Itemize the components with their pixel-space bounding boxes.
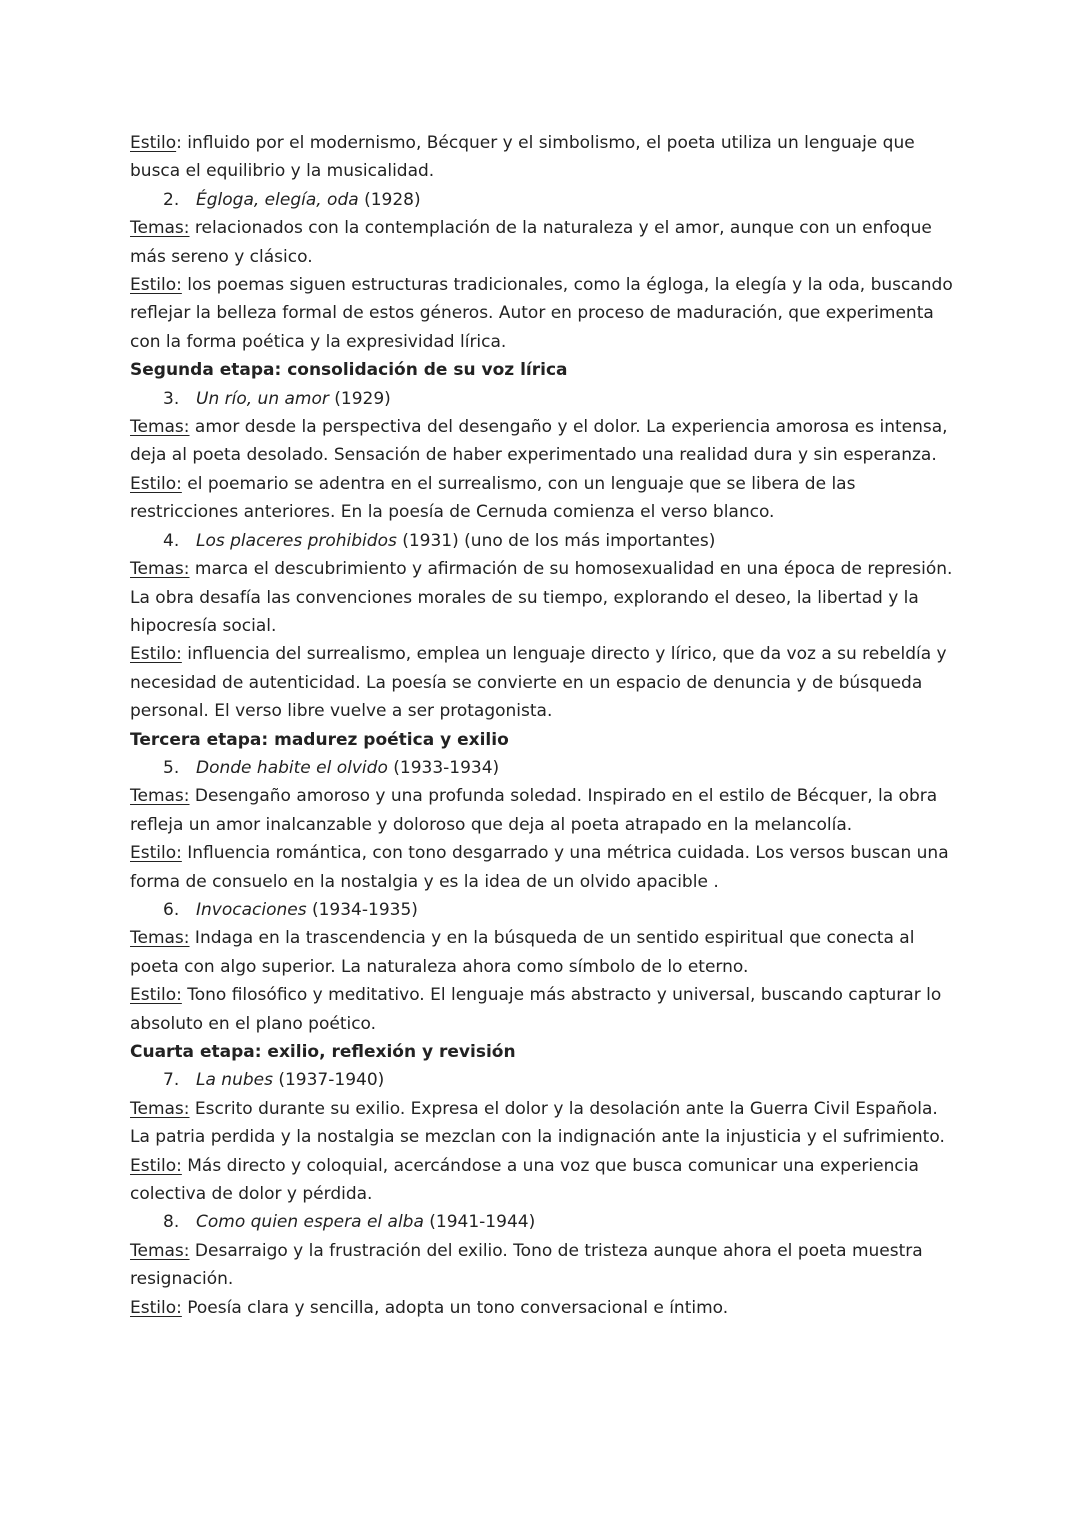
work-number: 4. <box>163 530 180 551</box>
work-title: Como quien espera el alba <box>196 1212 424 1233</box>
paragraph <box>130 924 960 981</box>
paragraph <box>130 839 960 896</box>
paragraph-text: Desengaño amoroso y una profunda soledad. Inspirado en el estilo de Bécquer, la obra refleja un amor inalcanzable y doloroso que deja al poeta atrapado en la melancolía. <box>130 786 938 835</box>
work-number: 6. <box>163 899 180 920</box>
paragraph-label-separator: : <box>176 133 182 153</box>
paragraph-label: Temas: <box>130 417 190 438</box>
section-heading: Cuarta etapa: exilio, reflexión y revisión <box>130 1042 516 1062</box>
work-number: 2. <box>163 189 180 210</box>
work-details: (1931) (uno de los más importantes) <box>396 530 716 551</box>
work-number: 8. <box>163 1212 180 1233</box>
paragraph <box>130 470 960 527</box>
work-title: Égloga, elegía, oda <box>196 189 359 210</box>
work-details: (1928) <box>358 189 421 210</box>
work-title: Invocaciones <box>196 899 307 920</box>
work-number: 3. <box>163 388 180 409</box>
work-details: (1929) <box>328 388 391 409</box>
paragraph-label: Temas: <box>130 1098 190 1119</box>
work-item <box>130 1066 960 1094</box>
work-title: Donde habite el olvido <box>196 757 388 778</box>
work-item <box>130 527 960 555</box>
paragraph <box>130 981 960 1038</box>
paragraph <box>130 413 960 470</box>
work-title: Los placeres prohibidos <box>196 530 397 551</box>
paragraph <box>130 1152 960 1209</box>
work-number: 7. <box>163 1070 180 1091</box>
paragraph-label: Estilo: <box>130 644 182 665</box>
paragraph-label: Estilo: <box>130 1155 182 1176</box>
paragraph-text: relacionados con la contemplación de la naturaleza y el amor, aunque con un enfoque más sereno y clásico. <box>130 218 932 267</box>
paragraph <box>130 555 960 640</box>
paragraph-label: Temas: <box>130 786 190 807</box>
section-heading: Segunda etapa: consolidación de su voz lírica <box>130 360 568 381</box>
paragraph <box>130 271 960 356</box>
paragraph-text: influido por el modernismo, Bécquer y el simbolismo, el poeta utiliza un lenguaje que busca el equilibrio y la musicalidad. <box>130 133 915 182</box>
work-details: (1941-1944) <box>423 1212 536 1233</box>
paragraph-label: Estilo: <box>130 985 182 1006</box>
work-item <box>130 896 960 924</box>
paragraph-text: Desarraigo y la frustración del exilio. Tono de tristeza aunque ahora el poeta muestra resignación. <box>130 1240 923 1290</box>
paragraph-text: marca el descubrimiento y afirmación de su homosexualidad en una época de represión. La obra desafía las convenciones morales de su tiempo, explorando el deseo, la libertad y la hipocresía social. <box>130 559 953 636</box>
work-item <box>130 385 960 413</box>
paragraph <box>130 1095 960 1152</box>
work-details: (1933-1934) <box>387 757 500 778</box>
document-body <box>130 129 960 1322</box>
work-item <box>130 1208 960 1236</box>
work-details: (1934-1935) <box>306 899 418 920</box>
paragraph-label: Temas: <box>130 218 190 239</box>
paragraph-text: los poemas siguen estructuras tradicionales, como la égloga, la elegía y la oda, buscando reflejar la belleza formal de estos géneros. Autor en proceso de maduración, que experimenta con la forma poética y la expresividad lírica. <box>130 275 953 352</box>
paragraph-text: Indaga en la trascendencia y en la búsqueda de un sentido espiritual que conecta al poeta con algo superior. La naturaleza ahora como símbolo de lo eterno. <box>130 928 915 977</box>
paragraph-label: Temas: <box>130 928 190 949</box>
work-title: La nubes <box>196 1070 273 1091</box>
paragraph-label: Estilo: <box>130 843 182 864</box>
paragraph <box>130 782 960 839</box>
paragraph-text: amor desde la perspectiva del desengaño y el dolor. La experiencia amorosa es intensa, deja al poeta desolado. Sensación de haber experimentado una realidad dura y sin esperanza. <box>130 417 948 466</box>
work-details: (1937-1940) <box>272 1070 385 1091</box>
paragraph-text: el poemario se adentra en el surrealismo, con un lenguaje que se libera de las restricciones anteriores. En la poesía de Cernuda comienza el verso blanco. <box>130 473 856 523</box>
paragraph <box>130 1237 960 1294</box>
paragraph-text: Tono filosófico y meditativo. El lenguaje más abstracto y universal, buscando capturar lo absoluto en el plano poético. <box>130 985 942 1034</box>
work-item <box>130 754 960 782</box>
paragraph-text: Influencia romántica, con tono desgarrado y una métrica cuidada. Los versos buscan una forma de consuelo en la nostalgia y es la idea de un olvido apacible . <box>130 843 949 892</box>
paragraph <box>130 1294 960 1322</box>
paragraph-label: Temas: <box>130 1240 190 1261</box>
paragraph-text: influencia del surrealismo, emplea un lenguaje directo y lírico, que da voz a su rebeldía y necesidad de autenticidad. La poesía se convierte en un espacio de denuncia y de búsqueda personal. El verso libre vuelve a ser protagonista. <box>130 644 947 722</box>
paragraph-label: Estilo: <box>130 1297 182 1318</box>
paragraph-text: Más directo y coloquial, acercándose a una voz que busca comunicar una experiencia colectiva de dolor y pérdida. <box>130 1155 919 1205</box>
paragraph-label: Estilo <box>130 133 177 153</box>
paragraph-label: Temas: <box>130 559 190 580</box>
paragraph-text: Poesía clara y sencilla, adopta un tono conversacional e íntimo. <box>181 1297 729 1318</box>
paragraph <box>130 214 960 271</box>
paragraph <box>130 129 960 186</box>
work-title: Un río, un amor <box>196 388 329 409</box>
paragraph-label: Estilo: <box>130 275 182 296</box>
paragraph-text: Escrito durante su exilio. Expresa el dolor y la desolación ante la Guerra Civil Española. La patria perdida y la nostalgia se mezclan con la indignación ante la injusticia y el sufrimiento. <box>130 1098 945 1148</box>
paragraph <box>130 640 960 725</box>
section-heading: Tercera etapa: madurez poética y exilio <box>130 729 509 750</box>
work-number: 5. <box>163 757 180 778</box>
paragraph-label: Estilo: <box>130 473 182 494</box>
work-item <box>130 186 960 214</box>
